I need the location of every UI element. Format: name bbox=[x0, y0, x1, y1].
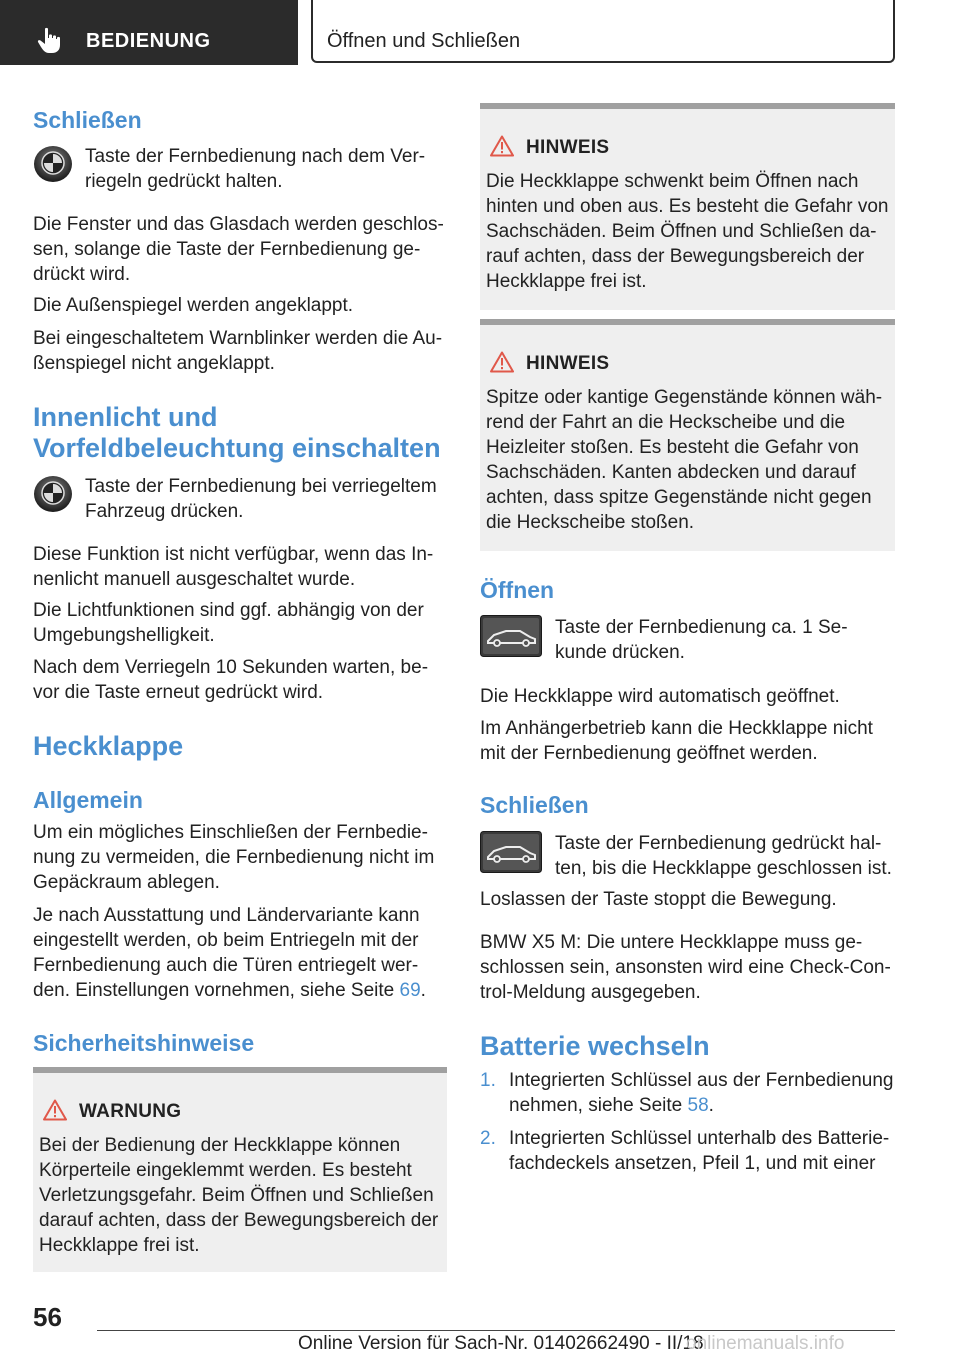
paragraph: Die Lichtfunktionen sind ggf. abhängig von der Umgebungshelligkeit. bbox=[33, 600, 424, 646]
section-title: BEDIENUNG bbox=[86, 30, 211, 52]
list-text-part: . bbox=[708, 1095, 714, 1116]
list-number: 1. bbox=[480, 1070, 496, 1091]
heading-sicherheitshinweise: Sicherheitshinweise bbox=[33, 1030, 255, 1056]
heading-line: Innenlicht und bbox=[33, 402, 218, 432]
notice-text: Die Heckklappe schwenkt beim Öffnen nach hinten und oben aus. Es besteht die Gefahr von Sachschäden. Beim Öffnen und Schließen da-rauf achten, dass der Bewegungsbereich der Heckklappe frei ist. bbox=[486, 171, 889, 292]
paragraph: Nach dem Verriegeln 10 Sekunden warten, be-vor die Taste erneut gedrückt wird. bbox=[33, 657, 429, 703]
bmw-key-icon bbox=[33, 144, 73, 184]
notice-box bbox=[480, 319, 895, 551]
tailgate-key-icon bbox=[480, 831, 542, 873]
list-number: 2. bbox=[480, 1128, 496, 1149]
key-instruction-close bbox=[480, 831, 895, 883]
heading-heckklappe: Heckklappe bbox=[33, 731, 184, 761]
list-text-part: Integrierten Schlüssel aus der Fernbedienung nehmen, siehe Seite bbox=[509, 1070, 894, 1116]
paragraph: Loslassen der Taste stoppt die Bewegung. bbox=[480, 889, 837, 910]
heading-schliessen-heckklappe: Schließen bbox=[480, 792, 589, 818]
heading-oeffnen: Öffnen bbox=[480, 577, 555, 603]
chapter-title: Öffnen und Schließen bbox=[327, 30, 521, 52]
key-instruction-lock bbox=[33, 144, 447, 194]
notice-text: Spitze oder kantige Gegenstände können wäh-rend der Fahrt an die Heckscheibe und die Heizleiter stoßen. Es besteht die Gefahr von Sachschäden. Kanten abdecken und darauf achten, dass spitze Gegenstände nicht gegen die Heckscheibe stoßen. bbox=[486, 387, 883, 533]
page-link[interactable]: 69 bbox=[399, 980, 421, 1001]
page-number: 56 bbox=[33, 1302, 62, 1332]
heading-schliessen: Schließen bbox=[33, 107, 142, 133]
warning-text: Bei der Bedienung der Heckklappe können Körperteile eingeklemmt werden. Es besteht Verletzungsgefahr. Beim Öffnen und Schließen darauf achten, dass der Bewegungsbereich der Heckklappe frei ist. bbox=[39, 1135, 439, 1256]
key-instruction-open bbox=[480, 615, 895, 667]
paragraph-text: . bbox=[420, 980, 426, 1001]
warning-title: WARNUNG bbox=[79, 1101, 182, 1122]
hand-pointer-icon bbox=[36, 26, 64, 54]
paragraph: BMW X5 M: Die untere Heckklappe muss ge-schlossen sein, ansonsten wird eine Check-Con-trol-Meldung ausgegeben. bbox=[480, 932, 891, 1003]
heading-innenlicht bbox=[33, 402, 447, 464]
paragraph: Im Anhängerbetrieb kann die Heckklappe nicht mit der Fernbedienung geöffnet werden. bbox=[480, 718, 873, 764]
warning-triangle-icon bbox=[43, 1099, 67, 1121]
section-tab bbox=[0, 0, 298, 65]
paragraph: Die Fenster und das Glasdach werden geschlos-sen, solange die Taste der Fernbedienung ge-drückt wird. bbox=[33, 214, 444, 285]
warning-triangle-icon bbox=[490, 351, 514, 373]
key-instruction-text: Taste der Fernbedienung nach dem Ver-riegeln gedrückt halten. bbox=[85, 146, 426, 192]
paragraph: Die Heckklappe wird automatisch geöffnet. bbox=[480, 686, 840, 707]
key-instruction-text: Taste der Fernbedienung bei verriegeltem Fahrzeug drücken. bbox=[85, 476, 437, 522]
paragraph: Die Außenspiegel werden angeklappt. bbox=[33, 295, 354, 316]
bmw-key-icon bbox=[33, 474, 73, 514]
key-instruction-light bbox=[33, 474, 447, 524]
footer-divider bbox=[97, 1330, 895, 1331]
tailgate-key-icon bbox=[480, 615, 542, 657]
notice-title: HINWEIS bbox=[526, 137, 610, 158]
page-link[interactable]: 58 bbox=[687, 1095, 709, 1116]
notice-box bbox=[480, 103, 895, 310]
key-instruction-text: Taste der Fernbedienung ca. 1 Se-kunde drücken. bbox=[555, 617, 848, 663]
list-text bbox=[509, 1068, 895, 1118]
heading-allgemein: Allgemein bbox=[33, 787, 143, 813]
chapter-tab bbox=[311, 0, 895, 63]
watermark: onlinemanuals.info bbox=[686, 1333, 845, 1354]
heading-batterie: Batterie wechseln bbox=[480, 1031, 710, 1061]
notice-title: HINWEIS bbox=[526, 353, 610, 374]
list-text: Integrierten Schlüssel unterhalb des Batterie-fachdeckels ansetzen, Pfeil 1, und mit einer bbox=[509, 1128, 890, 1174]
paragraph: Bei eingeschaltetem Warnblinker werden die Au-ßenspiegel nicht angeklappt. bbox=[33, 328, 443, 374]
paragraph: Um ein mögliches Einschließen der Fernbedie-nung zu vermeiden, die Fernbedienung nicht im Gepäckraum ablegen. bbox=[33, 822, 435, 893]
paragraph: Diese Funktion ist nicht verfügbar, wenn das In-nenlicht manuell ausgeschaltet wurde. bbox=[33, 544, 434, 590]
paragraph bbox=[33, 903, 447, 1003]
warning-triangle-icon bbox=[490, 135, 514, 157]
paragraph-text: Je nach Ausstattung und Ländervariante kann eingestellt werden, ob beim Entriegeln mit der Fernbedienung auch die Türen entriegelt wer-den. Einstellungen vornehmen, siehe Seite bbox=[33, 905, 420, 1001]
key-instruction-text: Taste der Fernbedienung gedrückt hal-ten, bis die Heckklappe geschlossen ist. bbox=[555, 833, 892, 879]
footer-text: Online Version für Sach-Nr. 01402662490 - II/18 bbox=[298, 1333, 704, 1354]
warning-box bbox=[33, 1067, 447, 1272]
heading-line: Vorfeldbeleuchtung einschalten bbox=[33, 433, 441, 463]
